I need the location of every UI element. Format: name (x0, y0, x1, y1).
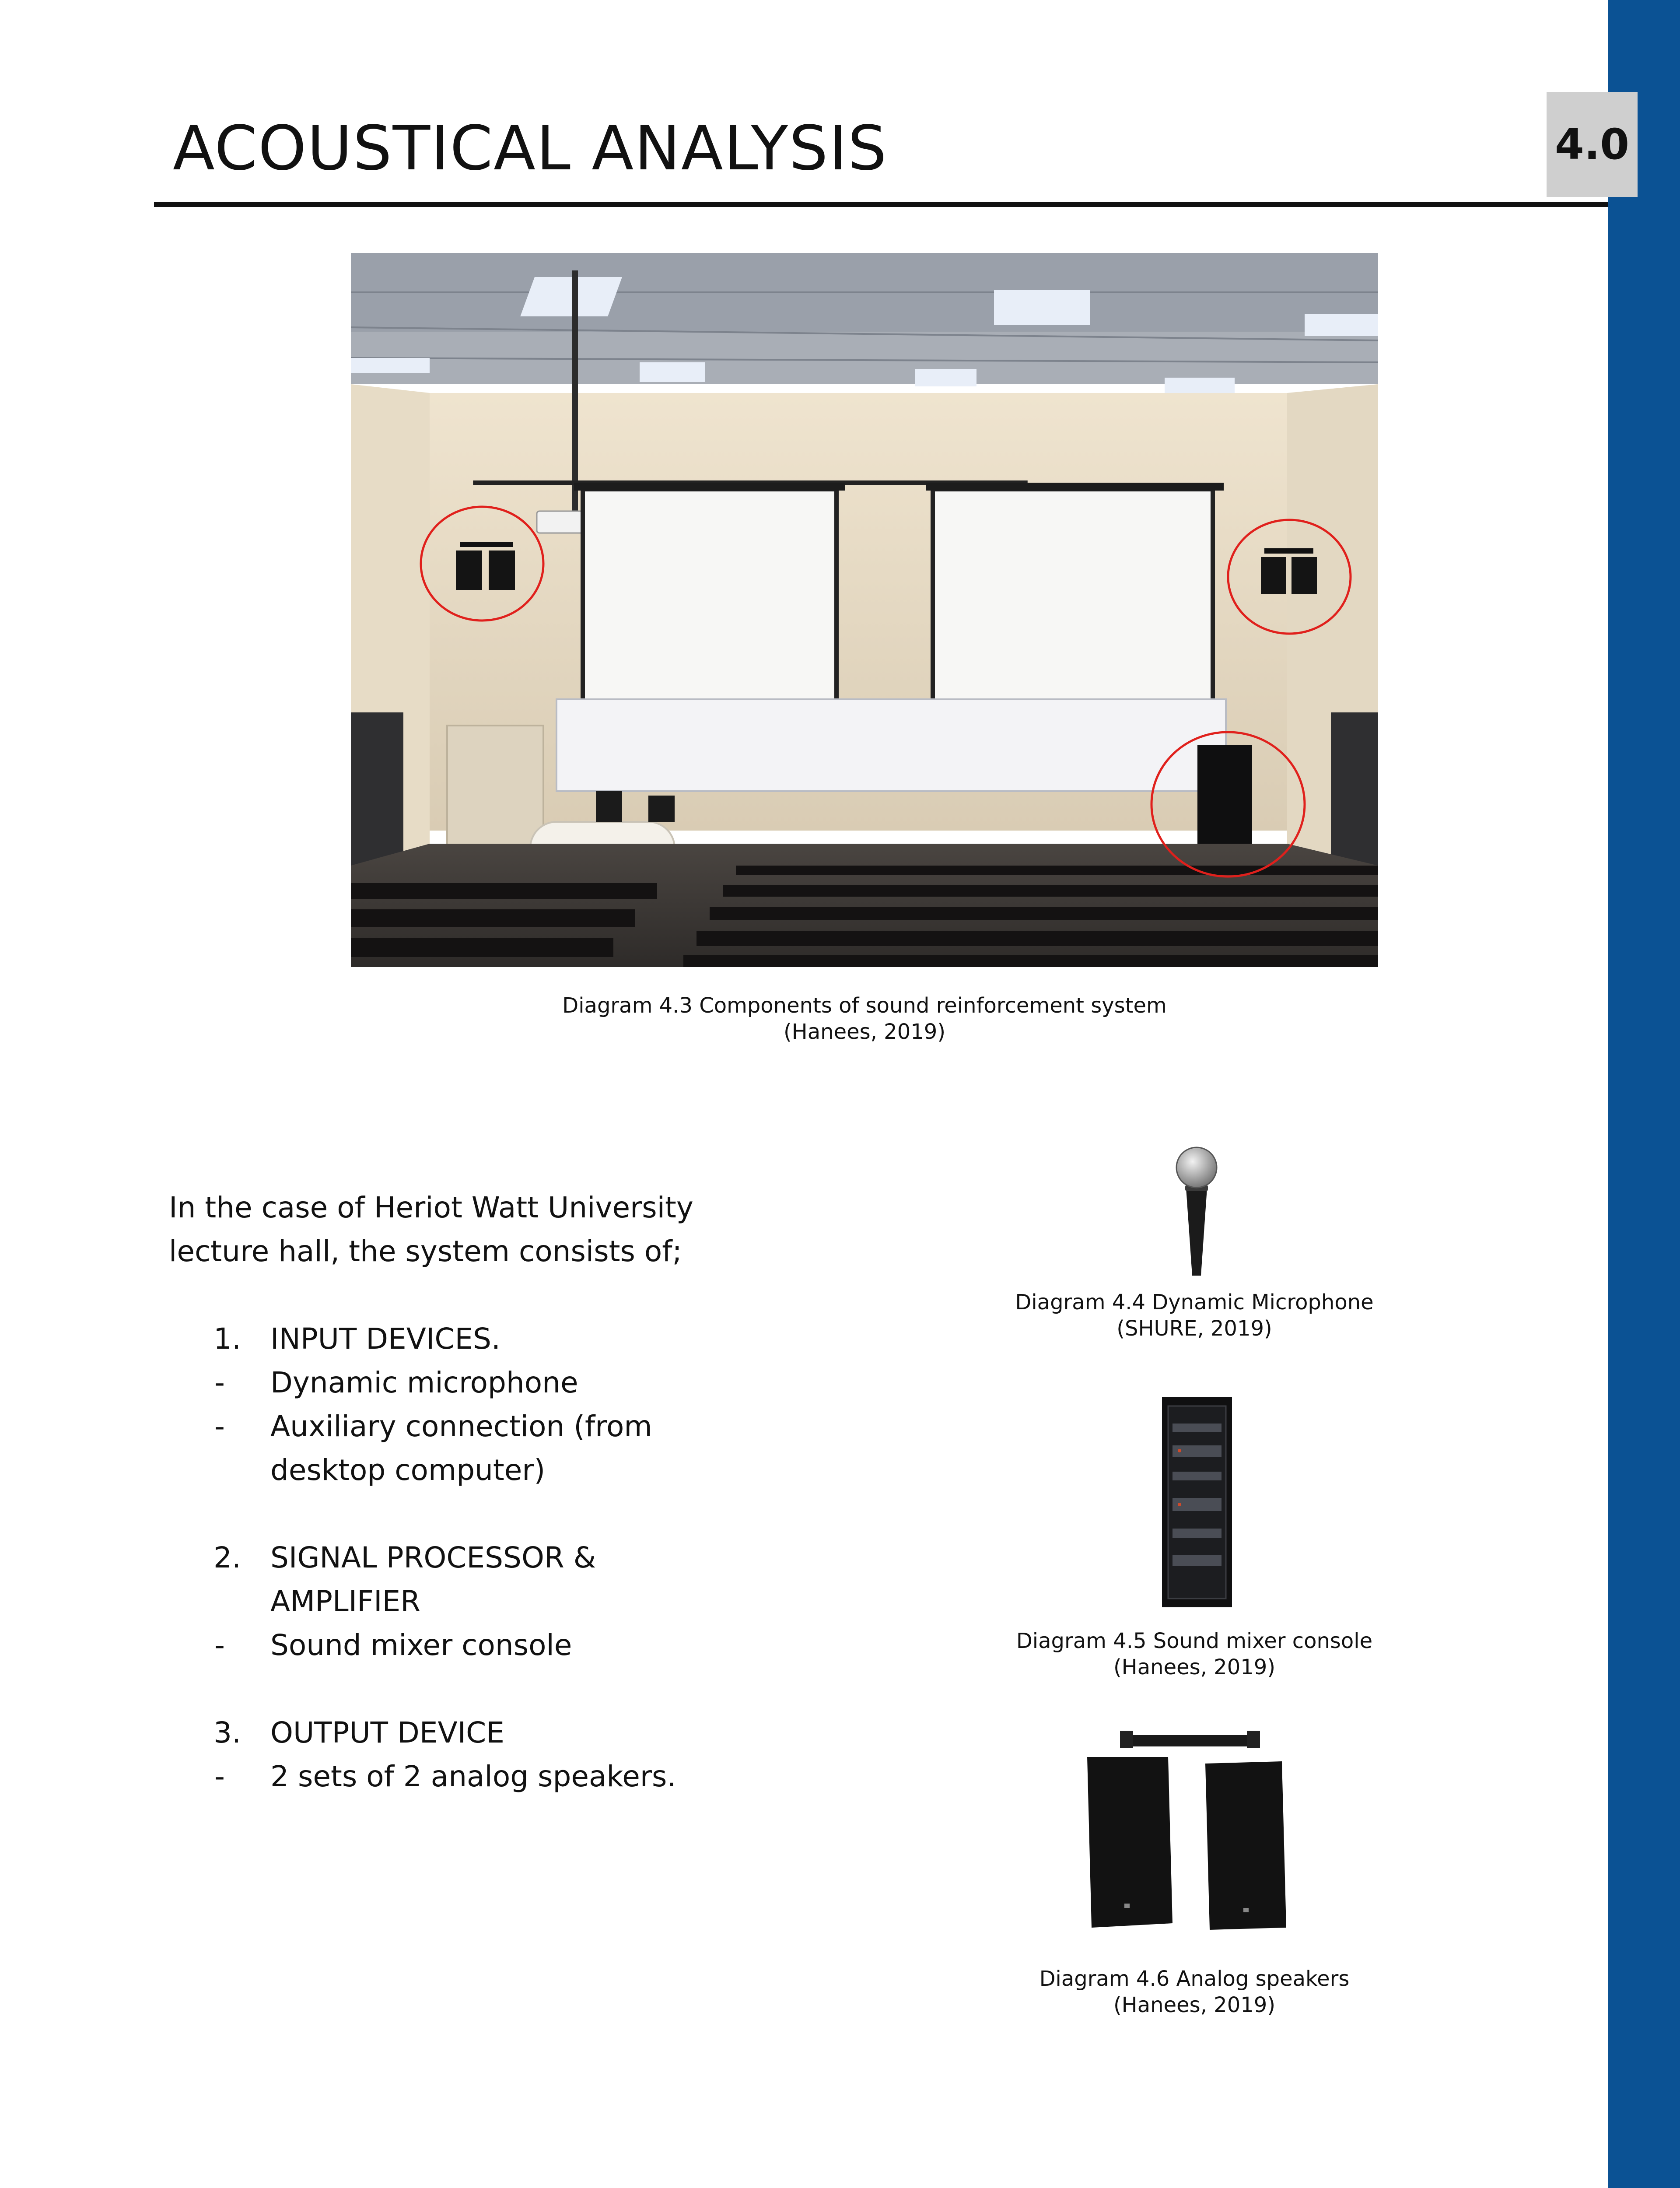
figure-caption-mixer (980, 1628, 1409, 1680)
list-item: Auxiliary connection (from desktop computer) (270, 1410, 652, 1487)
microphone-image (1170, 1147, 1223, 1278)
analog-speakers-image (1085, 1731, 1295, 1932)
page-title: ACOUSTICAL ANALYSIS (173, 113, 888, 184)
caption-line: Diagram 4.4 Dynamic Microphone (1015, 1290, 1374, 1315)
caption-line: (Hanees, 2019) (1113, 1655, 1276, 1680)
section-number-badge: 4.0 (1547, 92, 1638, 197)
caption-line: Diagram 4.6 Analog speakers (1039, 1967, 1350, 1991)
caption-line: Diagram 4.5 Sound mixer console (1016, 1629, 1373, 1653)
list-item: 2 sets of 2 analog speakers. (270, 1760, 676, 1793)
list-heading: SIGNAL PROCESSOR & AMPLIFIER (270, 1541, 596, 1618)
caption-line: (Hanees, 2019) (1113, 1993, 1276, 2017)
component-group-output (169, 1711, 746, 1799)
list-dash: - (214, 1410, 225, 1443)
figure-caption-speakers (980, 1966, 1409, 2018)
sidebar-stripe (1608, 0, 1680, 2188)
list-number: 3. (214, 1716, 241, 1750)
list-dash: - (214, 1366, 225, 1399)
title-underline (154, 202, 1608, 207)
list-dash: - (214, 1760, 225, 1793)
component-group-processor (169, 1536, 746, 1667)
lecture-hall-photo (351, 253, 1378, 967)
intro-paragraph: In the case of Heriot Watt University lecture hall, the system consists of; (169, 1191, 693, 1268)
component-group-input (169, 1317, 746, 1492)
caption-line: Diagram 4.3 Components of sound reinforcement system (562, 993, 1167, 1018)
list-heading: OUTPUT DEVICE (270, 1716, 504, 1750)
list-number: 2. (214, 1541, 241, 1574)
list-item: Sound mixer console (270, 1628, 572, 1662)
figure-caption-microphone (980, 1289, 1409, 1342)
list-heading: INPUT DEVICES. (270, 1322, 501, 1356)
list-dash: - (214, 1628, 225, 1662)
caption-line: (Hanees, 2019) (783, 1020, 946, 1044)
mixer-rack-image (1162, 1397, 1232, 1607)
figure-caption-main (429, 992, 1300, 1045)
system-description (169, 1186, 746, 1842)
list-number: 1. (214, 1322, 241, 1356)
caption-line: (SHURE, 2019) (1116, 1316, 1272, 1341)
list-item: Dynamic microphone (270, 1366, 578, 1399)
